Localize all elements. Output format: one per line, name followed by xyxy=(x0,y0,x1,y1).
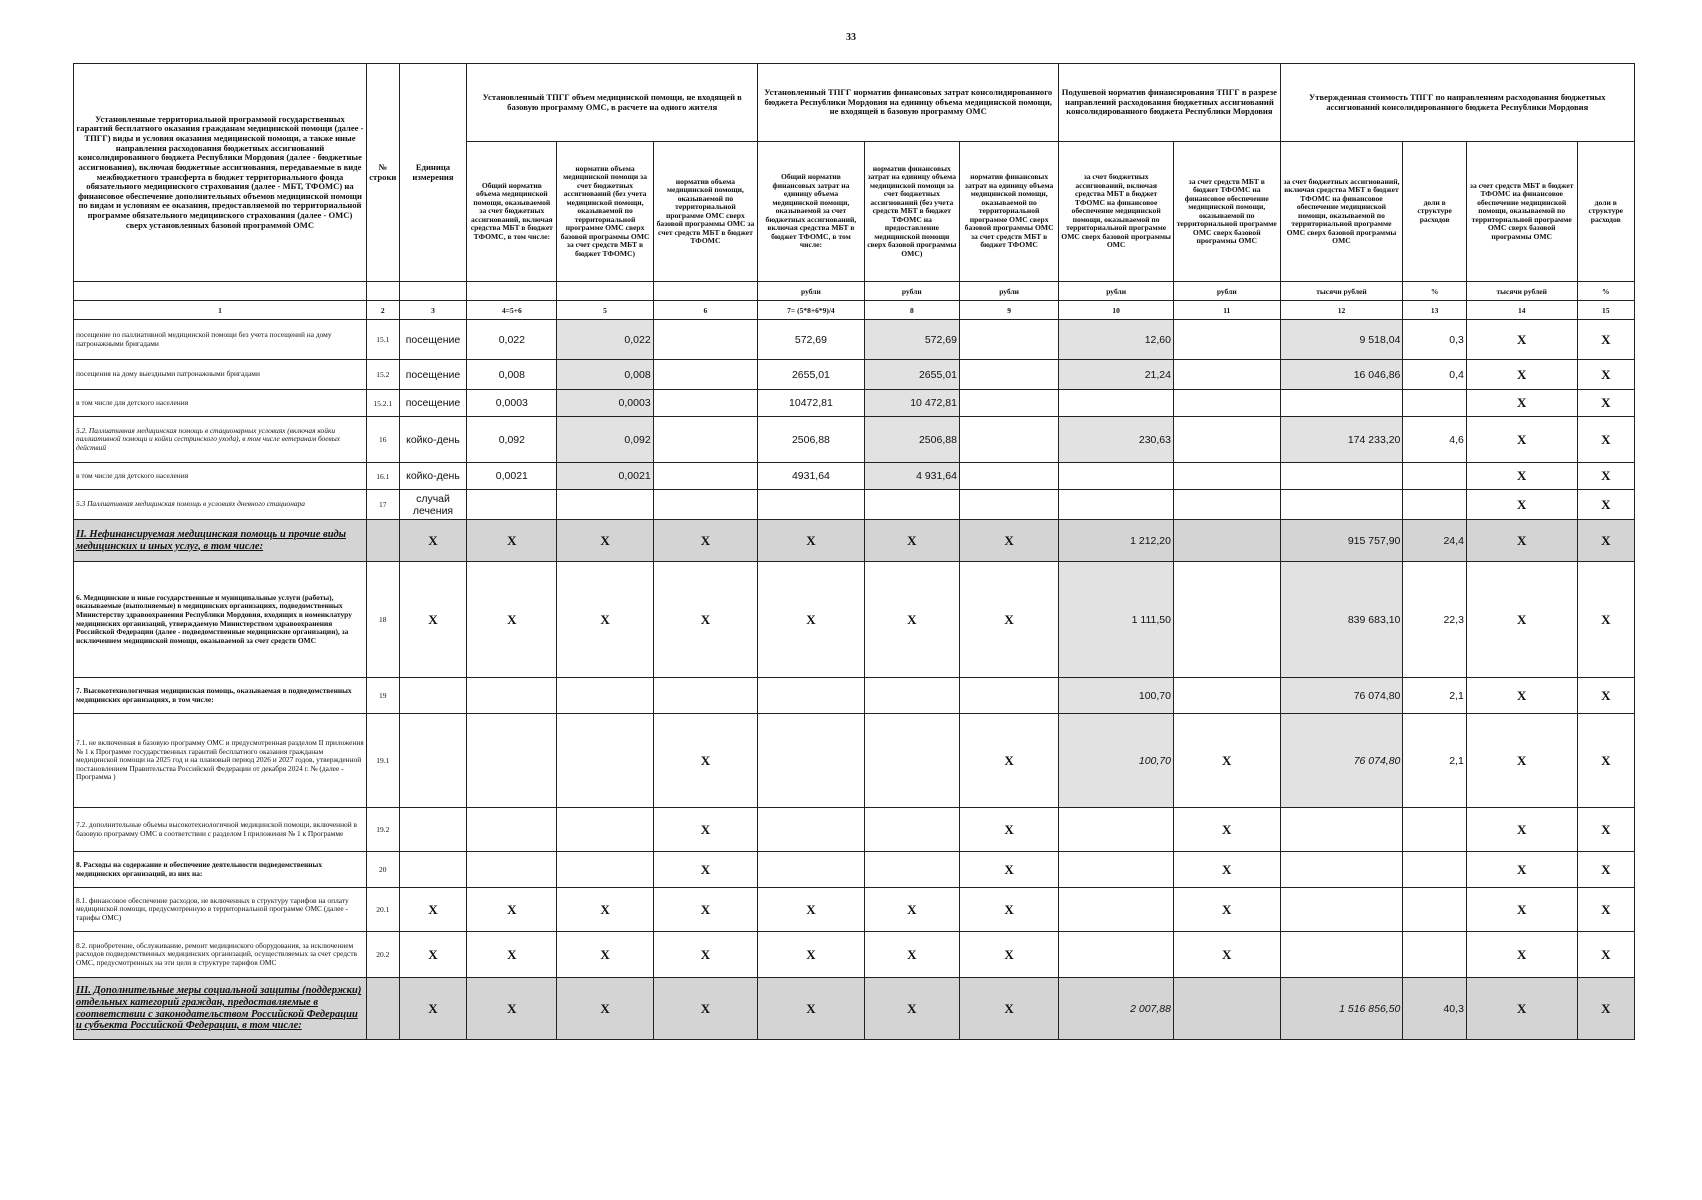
cell-c9: X xyxy=(959,562,1058,678)
header-unit: Единица измерения xyxy=(399,64,467,282)
cell-c5 xyxy=(557,808,653,852)
cell-c14: X xyxy=(1466,490,1577,520)
cell-c4: X xyxy=(467,888,557,932)
cell-c9 xyxy=(959,320,1058,360)
row-number: 15.2 xyxy=(366,360,399,390)
cell-c8 xyxy=(864,678,959,714)
column-number-cell: 10 xyxy=(1059,301,1174,320)
cell-c12 xyxy=(1280,888,1403,932)
cell-c14: X xyxy=(1466,808,1577,852)
cell-c12: 915 757,90 xyxy=(1280,520,1403,562)
table-row xyxy=(74,978,1635,1040)
column-number-cell: 13 xyxy=(1403,301,1467,320)
cell-c12: 76 074,80 xyxy=(1280,678,1403,714)
header-col-14: за счет средств МБТ в бюджет ТФОМС на финансовое обеспечение медицинской помощи, оказываемой по территориальной программе ОМС сверх базовой программы ОМС xyxy=(1466,142,1577,282)
column-number-cell: 2 xyxy=(366,301,399,320)
cell-c11 xyxy=(1173,320,1280,360)
cell-c11: X xyxy=(1173,932,1280,978)
cell-c7: 10472,81 xyxy=(758,390,865,417)
cell-c13 xyxy=(1403,852,1467,888)
column-number-cell: 3 xyxy=(399,301,467,320)
cell-c13 xyxy=(1403,463,1467,490)
header-col-8: норматив финансовых затрат на единицу объема медицинской помощи за счет бюджетных ассигнований (без учета средств МБТ в бюджет ТФОМС на предоставление медицинской помощи сверх базовой программы ОМС) xyxy=(864,142,959,282)
row-description: в том числе для детского населения xyxy=(74,390,367,417)
cell-c9: X xyxy=(959,888,1058,932)
cell-c13: 22,3 xyxy=(1403,562,1467,678)
cell-c4: 0,022 xyxy=(467,320,557,360)
cell-c4 xyxy=(467,490,557,520)
unit-cell: рубли xyxy=(864,282,959,301)
cell-c12: 174 233,20 xyxy=(1280,417,1403,463)
cell-c6 xyxy=(653,360,758,390)
cell-c6 xyxy=(653,463,758,490)
cell-c8 xyxy=(864,714,959,808)
cell-c14: X xyxy=(1466,978,1577,1040)
cell-c13: 40,3 xyxy=(1403,978,1467,1040)
cell-c5 xyxy=(557,678,653,714)
table-row xyxy=(74,888,1635,932)
units-row xyxy=(74,282,1635,301)
cell-c5 xyxy=(557,852,653,888)
unit-cell: рубли xyxy=(1173,282,1280,301)
row-description: в том числе для детского населения xyxy=(74,463,367,490)
row-unit: койко-день xyxy=(399,417,467,463)
cell-c14: X xyxy=(1466,520,1577,562)
cell-c13 xyxy=(1403,808,1467,852)
unit-cell xyxy=(366,282,399,301)
table-row xyxy=(74,714,1635,808)
cell-c9 xyxy=(959,490,1058,520)
header-group-cost-norm: Установленный ТПГГ норматив финансовых затрат консолидированного бюджета Республики Мордовия на единицу объема медицинской помощи, не входящей в базовую программу ОМС xyxy=(758,64,1059,142)
cell-c4: 0,092 xyxy=(467,417,557,463)
cell-c4: 0,0003 xyxy=(467,390,557,417)
row-unit xyxy=(399,808,467,852)
column-number-cell: 1 xyxy=(74,301,367,320)
cell-c8: 10 472,81 xyxy=(864,390,959,417)
cell-c6: X xyxy=(653,852,758,888)
row-description: 7.2. дополнительные объемы высокотехнологичной медицинской помощи, включенной в базовую программу ОМС в соответствии с разделом I приложения № 1 к Программе xyxy=(74,808,367,852)
cell-c5: X xyxy=(557,888,653,932)
cell-c4 xyxy=(467,678,557,714)
cell-c6 xyxy=(653,490,758,520)
header-col-13: доли в структуре расходов xyxy=(1403,142,1467,282)
cell-c8: 572,69 xyxy=(864,320,959,360)
row-number: 16 xyxy=(366,417,399,463)
cell-c10: 21,24 xyxy=(1059,360,1174,390)
header-col-7: Общий норматив финансовых затрат на единицу объема медицинской помощи, оказываемой за счет бюджетных ассигнований, включая средства МБТ в бюджет ТФОМС, в том числе: xyxy=(758,142,865,282)
cell-c7 xyxy=(758,490,865,520)
cell-c7 xyxy=(758,714,865,808)
row-unit: койко-день xyxy=(399,463,467,490)
cell-c12 xyxy=(1280,932,1403,978)
cell-c11 xyxy=(1173,360,1280,390)
header-group-approved-cost: Утвержденная стоимость ТПГГ по направлениям расходования бюджетных ассигнований консолидированного бюджета Республики Мордовия xyxy=(1280,64,1634,142)
cell-c4: X xyxy=(467,932,557,978)
cell-c7: 2506,88 xyxy=(758,417,865,463)
table-row xyxy=(74,852,1635,888)
column-numbers-row xyxy=(74,301,1635,320)
cell-c11: X xyxy=(1173,888,1280,932)
cell-c7: X xyxy=(758,562,865,678)
cell-c15: X xyxy=(1577,808,1634,852)
cell-c4: 0,0021 xyxy=(467,463,557,490)
cell-c10 xyxy=(1059,390,1174,417)
table-row xyxy=(74,490,1635,520)
cell-c7: 572,69 xyxy=(758,320,865,360)
cell-c13 xyxy=(1403,390,1467,417)
cell-c8: X xyxy=(864,562,959,678)
header-col-4: Общий норматив объема медицинской помощи, оказываемой за счет бюджетных ассигнований, включая средства МБТ в бюджет ТФОМС, в том числе: xyxy=(467,142,557,282)
row-description: 6. Медицинские и иные государственные и муниципальные услуги (работы), оказываемые (выполняемые) в медицинских организациях, подведомственных Министерству здравоохранения Республики Мордовия, входящих в номенклатуру медицинских организаций, утверждаемую Министерством здравоохранения Российской Федерации (далее - подведомственные медицинские организации), за исключением медицинской помощи, оказываемой за счет средств ОМС xyxy=(74,562,367,678)
row-unit: X xyxy=(399,520,467,562)
row-number xyxy=(366,520,399,562)
cell-c7: X xyxy=(758,978,865,1040)
cell-c6 xyxy=(653,320,758,360)
row-number: 17 xyxy=(366,490,399,520)
cell-c14: X xyxy=(1466,888,1577,932)
cell-c7 xyxy=(758,678,865,714)
cell-c7: X xyxy=(758,888,865,932)
cell-c7 xyxy=(758,808,865,852)
column-number-cell: 9 xyxy=(959,301,1058,320)
cell-c10 xyxy=(1059,808,1174,852)
column-number-cell: 12 xyxy=(1280,301,1403,320)
cell-c8: X xyxy=(864,978,959,1040)
cell-c12 xyxy=(1280,390,1403,417)
cell-c13: 2,1 xyxy=(1403,714,1467,808)
row-unit: посещение xyxy=(399,320,467,360)
unit-cell xyxy=(399,282,467,301)
cell-c9 xyxy=(959,417,1058,463)
cell-c5: 0,0003 xyxy=(557,390,653,417)
header-row-number: № строки xyxy=(366,64,399,282)
header-group-volume: Установленный ТПГГ объем медицинской помощи, не входящей в базовую программу ОМС, в расчете на одного жителя xyxy=(467,64,758,142)
table-row xyxy=(74,320,1635,360)
cell-c11 xyxy=(1173,520,1280,562)
cell-c6: X xyxy=(653,808,758,852)
table-row xyxy=(74,390,1635,417)
cell-c6: X xyxy=(653,714,758,808)
table-row xyxy=(74,520,1635,562)
cell-c11 xyxy=(1173,463,1280,490)
table-row xyxy=(74,808,1635,852)
unit-cell xyxy=(653,282,758,301)
unit-cell: рубли xyxy=(1059,282,1174,301)
cell-c12 xyxy=(1280,852,1403,888)
table-row xyxy=(74,678,1635,714)
column-number-cell: 14 xyxy=(1466,301,1577,320)
cell-c14: X xyxy=(1466,932,1577,978)
cell-c9: X xyxy=(959,852,1058,888)
row-number: 16.1 xyxy=(366,463,399,490)
cell-c15: X xyxy=(1577,520,1634,562)
header-col-12: за счет бюджетных ассигнований, включая средства МБТ в бюджет ТФОМС на финансовое обеспечение медицинской помощи, оказываемой по территориальной программе ОМС сверх базовой программы ОМС xyxy=(1280,142,1403,282)
cell-c11 xyxy=(1173,417,1280,463)
cell-c14: X xyxy=(1466,360,1577,390)
cell-c4: X xyxy=(467,978,557,1040)
cell-c6 xyxy=(653,417,758,463)
cell-c6 xyxy=(653,678,758,714)
cell-c11 xyxy=(1173,490,1280,520)
cell-c15: X xyxy=(1577,852,1634,888)
cell-c15: X xyxy=(1577,417,1634,463)
table-row xyxy=(74,562,1635,678)
cell-c14: X xyxy=(1466,714,1577,808)
cell-c12 xyxy=(1280,463,1403,490)
cell-c9 xyxy=(959,390,1058,417)
cell-c10: 12,60 xyxy=(1059,320,1174,360)
column-number-cell: 15 xyxy=(1577,301,1634,320)
cell-c8: 2506,88 xyxy=(864,417,959,463)
header-col-9: норматив финансовых затрат на единицу объема медицинской помощи, оказываемой по территориальной программе ОМС сверх базовой программы ОМС за счет средств МБТ в бюджет ТФОМС xyxy=(959,142,1058,282)
cell-c10 xyxy=(1059,852,1174,888)
cell-c5 xyxy=(557,490,653,520)
cell-c14: X xyxy=(1466,417,1577,463)
cell-c4: 0,008 xyxy=(467,360,557,390)
cell-c4 xyxy=(467,852,557,888)
row-description: 7.1. не включенная в базовую программу ОМС и предусмотренная разделом II приложения № 1 к Программе государственных гарантий бесплатного оказания гражданам медицинской помощи на 2025 год и на плановый период 2026 и 2027 годов, утвержденной постановлением Правительства Российской Федерации от декабря 2024 г. № (далее - Программа ) xyxy=(74,714,367,808)
cell-c8 xyxy=(864,808,959,852)
cell-c15: X xyxy=(1577,390,1634,417)
row-number: 20 xyxy=(366,852,399,888)
cell-c13: 0,3 xyxy=(1403,320,1467,360)
cell-c9 xyxy=(959,463,1058,490)
cell-c10: 1 111,50 xyxy=(1059,562,1174,678)
cell-c12: 16 046,86 xyxy=(1280,360,1403,390)
cell-c5: X xyxy=(557,520,653,562)
row-description: 8.2. приобретение, обслуживание, ремонт медицинского оборудования, за исключением расходов подведомственных медицинских организаций, осуществляемых за счет средств ОМС, предусмотренных на эти цели в структуре тарифов ОМС xyxy=(74,932,367,978)
row-number: 19.1 xyxy=(366,714,399,808)
cell-c5 xyxy=(557,714,653,808)
row-unit: посещение xyxy=(399,360,467,390)
cell-c9: X xyxy=(959,714,1058,808)
row-unit: случай лечения xyxy=(399,490,467,520)
row-description: 5.2. Паллиативная медицинская помощь в стационарных условиях (включая койки паллиативной помощи и койки сестринского ухода), в том числе ветеранам боевых действий xyxy=(74,417,367,463)
cell-c15: X xyxy=(1577,490,1634,520)
cell-c4 xyxy=(467,808,557,852)
cell-c8 xyxy=(864,490,959,520)
cell-c5: 0,092 xyxy=(557,417,653,463)
cell-c5: 0,008 xyxy=(557,360,653,390)
cell-c12: 76 074,80 xyxy=(1280,714,1403,808)
cell-c5: 0,022 xyxy=(557,320,653,360)
cell-c15: X xyxy=(1577,932,1634,978)
unit-cell: % xyxy=(1577,282,1634,301)
row-description: 8.1. финансовое обеспечение расходов, не включенных в структуру тарифов на оплату медицинской помощи, предусмотренную в территориальной программе ОМС (далее - тарифы ОМС) xyxy=(74,888,367,932)
cell-c6: X xyxy=(653,520,758,562)
cell-c10: 230,63 xyxy=(1059,417,1174,463)
header-group-per-capita: Подушевой норматив финансирования ТПГГ в разрезе направлений расходования бюджетных ассигнований консолидированного бюджета Республики Мордовия xyxy=(1059,64,1280,142)
row-unit: X xyxy=(399,932,467,978)
row-number xyxy=(366,978,399,1040)
column-number-cell: 8 xyxy=(864,301,959,320)
cell-c12: 839 683,10 xyxy=(1280,562,1403,678)
cell-c14: X xyxy=(1466,390,1577,417)
cell-c13 xyxy=(1403,932,1467,978)
cell-c8: X xyxy=(864,888,959,932)
row-number: 19 xyxy=(366,678,399,714)
cell-c15: X xyxy=(1577,888,1634,932)
column-number-cell: 11 xyxy=(1173,301,1280,320)
cell-c15: X xyxy=(1577,360,1634,390)
row-number: 20.1 xyxy=(366,888,399,932)
cell-c9 xyxy=(959,360,1058,390)
unit-cell xyxy=(467,282,557,301)
table-row xyxy=(74,932,1635,978)
cell-c15: X xyxy=(1577,320,1634,360)
row-description: 5.3 Паллиативная медицинская помощь в условиях дневного стационара xyxy=(74,490,367,520)
header-col-15: доли в структуре расходов xyxy=(1577,142,1634,282)
cell-c10 xyxy=(1059,490,1174,520)
unit-cell: % xyxy=(1403,282,1467,301)
header-col-6: норматив объема медицинской помощи, оказываемой по территориальной программе ОМС сверх базовой программы ОМС за счет средств МБТ в бюджет ТФОМС xyxy=(653,142,758,282)
row-unit: X xyxy=(399,562,467,678)
cell-c8: 4 931,64 xyxy=(864,463,959,490)
cell-c14: X xyxy=(1466,852,1577,888)
cell-c12: 1 516 856,50 xyxy=(1280,978,1403,1040)
unit-cell: тысячи рублей xyxy=(1466,282,1577,301)
column-number-cell: 7= (5*8+6*9)/4 xyxy=(758,301,865,320)
cell-c13: 24,4 xyxy=(1403,520,1467,562)
cell-c10 xyxy=(1059,932,1174,978)
cell-c14: X xyxy=(1466,463,1577,490)
cell-c13 xyxy=(1403,888,1467,932)
row-number: 20.2 xyxy=(366,932,399,978)
cell-c10: 100,70 xyxy=(1059,678,1174,714)
cell-c8: 2655,01 xyxy=(864,360,959,390)
header-main: Установленные территориальной программой государственных гарантий бесплатного оказания гражданам медицинской помощи (далее - ТПГГ) виды и условия оказания медицинской помощи, а также иные направления расходования бюджетных ассигнований консолидированного бюджета Республики Мордовия (далее - бюджетные ассигнования), включая бюджетные ассигнования, передаваемые в виде межбюджетного трансферта в бюджет территориального фонда обязательного медицинского страхования (далее - МБТ, ТФОМС) на финансовое обеспечение дополнительных объемов медицинской помощи по видам и условиям ее оказания, предоставляемой по территориальной программе обязательного медицинского страхования (далее - ОМС) сверх установленных базовой программой ОМС xyxy=(74,64,367,282)
row-description: III. Дополнительные меры социальной защиты (поддержки) отдельных категорий граждан, предоставляемые в соответствии с законодательством Российской Федерации и субъекта Российской Федерации, в том числе: xyxy=(74,978,367,1040)
cell-c4: X xyxy=(467,520,557,562)
cell-c10 xyxy=(1059,463,1174,490)
row-number: 18 xyxy=(366,562,399,678)
header-col-10: за счет бюджетных ассигнований, включая средства МБТ в бюджет ТФОМС на финансовое обеспечение медицинской помощи, оказываемой по территориальной программе ОМС сверх базовой программы ОМС xyxy=(1059,142,1174,282)
cell-c8 xyxy=(864,852,959,888)
unit-cell: рубли xyxy=(959,282,1058,301)
financing-table xyxy=(73,63,1635,1040)
unit-cell: рубли xyxy=(758,282,865,301)
cell-c10 xyxy=(1059,888,1174,932)
cell-c6 xyxy=(653,390,758,417)
cell-c9: X xyxy=(959,978,1058,1040)
header-col-11: за счет средств МБТ в бюджет ТФОМС на финансовое обеспечение медицинской помощи, оказываемой по территориальной программе ОМС сверх базовой программы ОМС xyxy=(1173,142,1280,282)
cell-c6: X xyxy=(653,888,758,932)
row-number: 19.2 xyxy=(366,808,399,852)
cell-c10: 2 007,88 xyxy=(1059,978,1174,1040)
row-description: посещение по паллиативной медицинской помощи без учета посещений на дому патронажными бригадами xyxy=(74,320,367,360)
row-unit xyxy=(399,678,467,714)
header-col-5: норматив объема медицинской помощи за счет бюджетных ассигнований (без учета медицинской помощи, оказываемой по территориальной программе ОМС сверх базовой программы ОМС за счет средств МБТ в бюджет ТФОМС) xyxy=(557,142,653,282)
cell-c13 xyxy=(1403,490,1467,520)
cell-c10: 100,70 xyxy=(1059,714,1174,808)
cell-c9: X xyxy=(959,520,1058,562)
unit-cell: тысячи рублей xyxy=(1280,282,1403,301)
cell-c6: X xyxy=(653,562,758,678)
cell-c15: X xyxy=(1577,463,1634,490)
column-number-cell: 4=5+6 xyxy=(467,301,557,320)
cell-c14: X xyxy=(1466,320,1577,360)
unit-cell xyxy=(74,282,367,301)
row-number: 15.2.1 xyxy=(366,390,399,417)
cell-c12 xyxy=(1280,490,1403,520)
cell-c5: X xyxy=(557,978,653,1040)
cell-c5: X xyxy=(557,932,653,978)
cell-c15: X xyxy=(1577,678,1634,714)
cell-c5: 0,0021 xyxy=(557,463,653,490)
cell-c10: 1 212,20 xyxy=(1059,520,1174,562)
cell-c13: 4,6 xyxy=(1403,417,1467,463)
cell-c7: X xyxy=(758,520,865,562)
cell-c7: 4931,64 xyxy=(758,463,865,490)
cell-c6: X xyxy=(653,978,758,1040)
row-description: 8. Расходы на содержание и обеспечение деятельности подведомственных медицинских организаций, из них на: xyxy=(74,852,367,888)
cell-c7: 2655,01 xyxy=(758,360,865,390)
row-description: посещения на дому выездными патронажными бригадами xyxy=(74,360,367,390)
cell-c11: X xyxy=(1173,852,1280,888)
row-unit xyxy=(399,852,467,888)
row-number: 15.1 xyxy=(366,320,399,360)
table-row xyxy=(74,463,1635,490)
column-number-cell: 5 xyxy=(557,301,653,320)
cell-c9 xyxy=(959,678,1058,714)
row-unit xyxy=(399,714,467,808)
row-description: 7. Высокотехнологичная медицинская помощь, оказываемая в подведомственных медицинских организациях, в том числе: xyxy=(74,678,367,714)
page-number: 33 xyxy=(846,32,856,43)
cell-c4 xyxy=(467,714,557,808)
cell-c15: X xyxy=(1577,978,1634,1040)
cell-c15: X xyxy=(1577,562,1634,678)
cell-c11: X xyxy=(1173,714,1280,808)
cell-c13: 2,1 xyxy=(1403,678,1467,714)
cell-c11 xyxy=(1173,978,1280,1040)
column-number-cell: 6 xyxy=(653,301,758,320)
cell-c11 xyxy=(1173,562,1280,678)
cell-c9: X xyxy=(959,808,1058,852)
cell-c8: X xyxy=(864,520,959,562)
row-unit: X xyxy=(399,978,467,1040)
row-description: II. Нефинансируемая медицинская помощь и прочие виды медицинских и иных услуг, в том числе: xyxy=(74,520,367,562)
row-unit: X xyxy=(399,888,467,932)
cell-c12 xyxy=(1280,808,1403,852)
cell-c11 xyxy=(1173,390,1280,417)
cell-c6: X xyxy=(653,932,758,978)
cell-c11 xyxy=(1173,678,1280,714)
cell-c5: X xyxy=(557,562,653,678)
row-unit: посещение xyxy=(399,390,467,417)
table-row xyxy=(74,360,1635,390)
cell-c9: X xyxy=(959,932,1058,978)
cell-c14: X xyxy=(1466,678,1577,714)
cell-c14: X xyxy=(1466,562,1577,678)
cell-c7: X xyxy=(758,932,865,978)
table-row xyxy=(74,417,1635,463)
cell-c12: 9 518,04 xyxy=(1280,320,1403,360)
cell-c7 xyxy=(758,852,865,888)
unit-cell xyxy=(557,282,653,301)
cell-c15: X xyxy=(1577,714,1634,808)
cell-c8: X xyxy=(864,932,959,978)
cell-c4: X xyxy=(467,562,557,678)
cell-c13: 0,4 xyxy=(1403,360,1467,390)
cell-c11: X xyxy=(1173,808,1280,852)
